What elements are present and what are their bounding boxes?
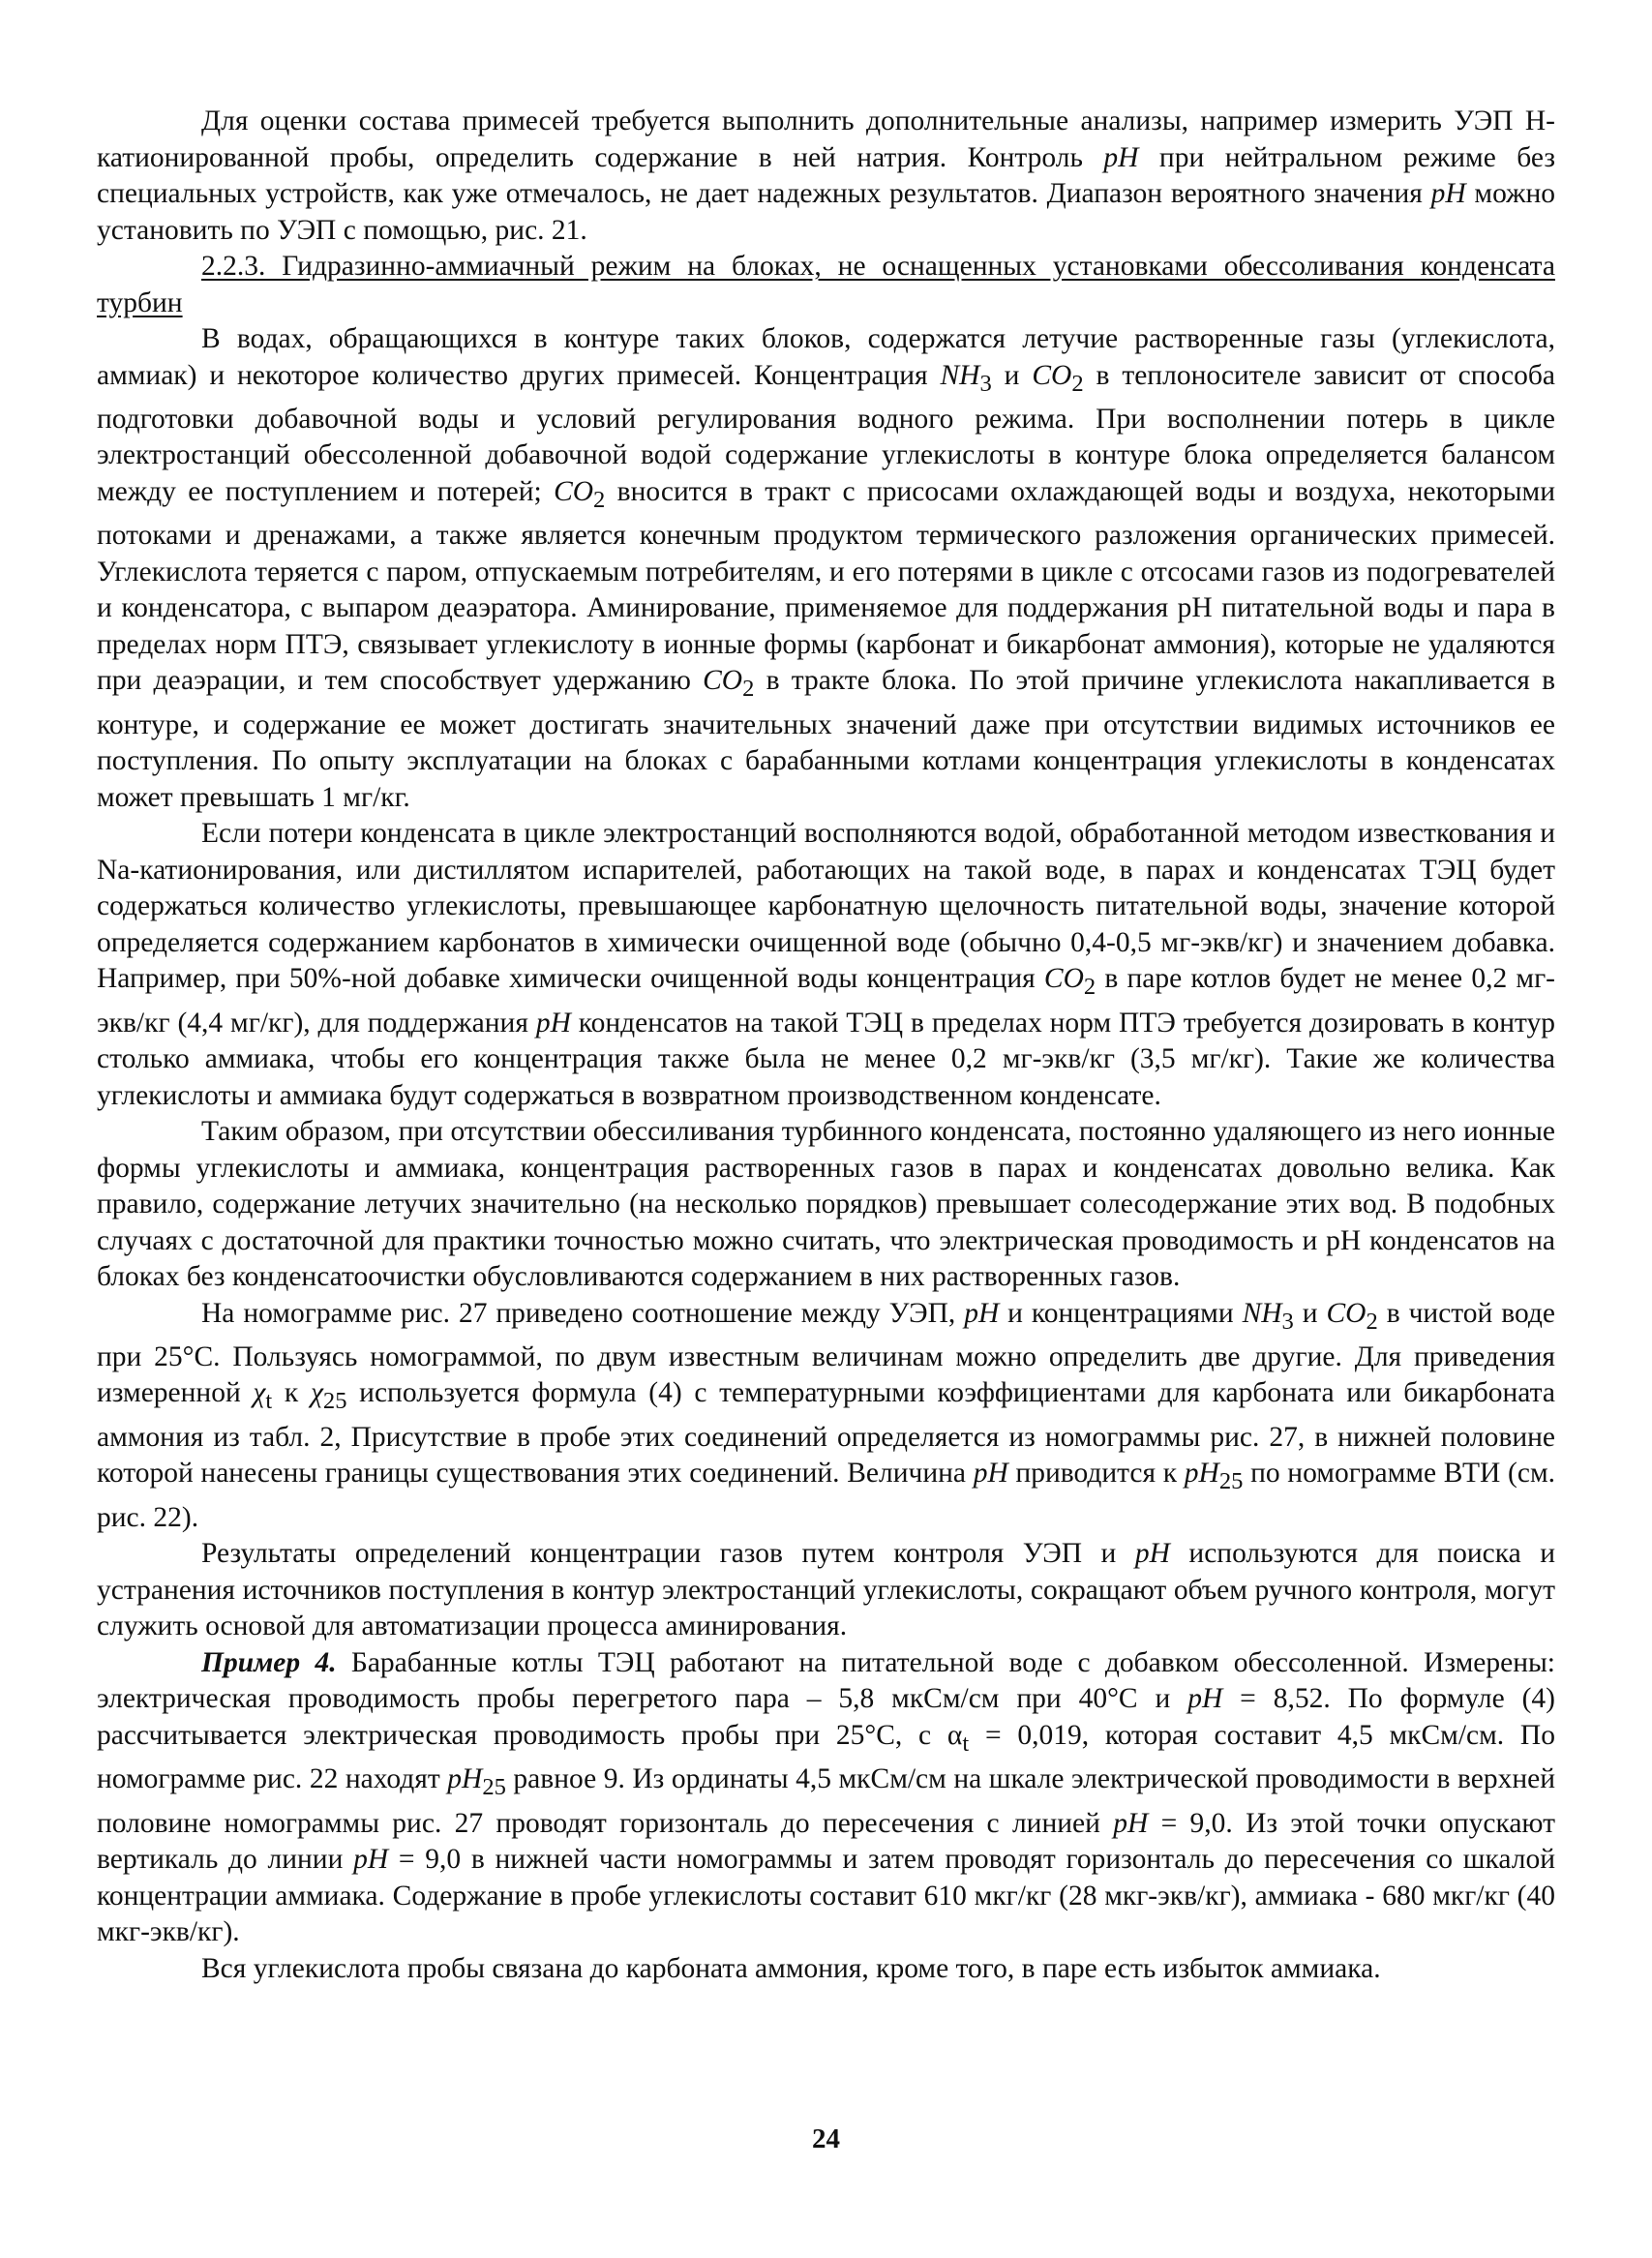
section-heading: 2.2.3. Гидразинно-аммиачный режим на блоках, не оснащенных установками обессоливания конденсата турбин (97, 251, 1555, 318)
paragraph-volatile-gases: В водах, обращающихся в контуре таких блоков, содержатся летучие растворенные газы (углекислота, аммиак) и некоторое количество других примесей. Концентрация $NH_3$ и $CO_2$ в теплоносителе зависит от способа подготовки добавочной воды и условий регулирования водного режима. При восполнении потерь в цикле электростанций обессоленной добавочной водой содержание углекислоты в контуре блока определяется балансом между ее поступлением и потерей; $CO_2$ вносится в тракт с присосами охлаждающей воды и воздуха, некоторыми потоками и дренажами, а также является конечным продуктом термического разложения органических примесей. Углекислота теряется с паром, отпускаемым потребителям, и его потерями в цикле с отсосами газов из подогревателей и конденсатора, с выпаром деаэратора. Аминирование, применяемое для поддержания pH питательной воды и пара в пределах норм ПТЭ, связывает углекислоту в ионные формы (карбонат и бикарбонат аммония), которые не удаляются при деаэрации, и тем способствует удержанию $CO_2$ в тракте блока. По этой причине углекислота накапливается в контуре, и содержание ее может достигать значительных значений даже при отсутствии видимых источников ее поступления. По опыту эксплуатации на блоках с барабанными котлами концентрация углекислоты в конденсатах может превышать 1 мг/кг. (97, 323, 1555, 813)
page-number: 24 (812, 2123, 840, 2154)
paragraph-ion-analysis: Для оценки состава примесей требуется выполнить дополнительные анализы, например измерить УЭП Н-катионированной пробы, определить содержание в ней натрия. Контроль pH при нейтральном режиме без специальных устройств, как уже отмечалось, не дает надежных результатов. Диапазон вероятного значения pH можно установить по УЭП с помощью, рис. 21. (97, 105, 1556, 246)
paragraph-results: Результаты определений концентрации газов путем контроля УЭП и pH используются для поиска и устранения источников поступления в контур электростанций углекислоты, сокращают объем ручного контроля, могут служить основой для автоматизации процесса аминирования. (97, 1538, 1555, 1642)
paragraph-conclusion: Вся углекислота пробы связана до карбоната аммония, кроме того, в паре есть избыток аммиака. (201, 1952, 1381, 1984)
paragraph-nomogram: На номограмме рис. 27 приведено соотношение между УЭП, pH и концентрациями $NH_3$ и $CO_2$ в чистой воде при 25°С. Пользуясь номограммой, по двум известным величинам можно определить две другие. Для приведения измеренной $\chi_t$ к $\chi_{25}$ используется формула (4) с температурными коэффициентами для карбоната или бикарбоната аммония из табл. 2, Присутствие в пробе этих соединений определяется из номограммы рис. 27, в нижней половине которой нанесены границы существования этих соединений. Величина pH приводится к $pH_{25}$ по номограмме ВТИ (см. рис. 22). (97, 1297, 1556, 1533)
example-label: Пример 4. (201, 1646, 337, 1678)
paragraph-condensate-losses: Если потери конденсата в цикле электростанций восполняются водой, обработанной методом известкования и Na-катионирования, или дистиллятом испарителей, работающих на такой воде, в парах и конденсатах ТЭЦ будет содержаться количество углекислоты, превышающее карбонатную щелочность питательной воды, значение которой определяется содержанием карбонатов в химически очищенной воде (обычно 0,4-0,5 мг-экв/кг) и значением добавка. Например, при 50%-ной добавке химически очищенной воды концентрация $CO_2$ в паре котлов будет не менее 0,2 мг-экв/кг (4,4 мг/кг), для поддержания pH конденсатов на такой ТЭЦ в пределах норм ПТЭ требуется дозировать в контур столько аммиака, чтобы его концентрация также была не менее 0,2 мг-экв/кг (3,5 мг/кг). Такие же количества углекислоты и аммиака будут содержаться в возвратном производственном конденсате. (97, 818, 1555, 1111)
paragraph-example-4: Пример 4. Барабанные котлы ТЭЦ работают на питательной воде с добавком обессоленной. Измерены: электрическая проводимость пробы перегретого пара – 5,8 мкСм/см при 40°С и pH = 8,52. По формуле (4) рассчитывается электрическая проводимость пробы при 25°С, с $\alpha_t = 0,019$, которая составит 4,5 мкСм/см. По номограмме рис. 22 находят $pH_{25}$ равное 9. Из ординаты 4,5 мкСм/см на шкале электрической проводимости в верхней половине номограммы рис. 27 проводят горизонталь до пересечения с линией pH = 9,0. Из этой точки опускают вертикаль до линии pH = 9,0 в нижней части номограммы и затем проводят горизонталь до пересечения со шкалой концентрации аммиака. Содержание в пробе углекислоты составит 610 мкг/кг (28 мкг-экв/кг), аммиака - 680 мкг/кг (40 мкг-экв/кг). (97, 1646, 1556, 1948)
paragraph-dissolved-gases: Таким образом, при отсутствии обессиливания турбинного конденсата, постоянно удаляющего из него ионные формы углекислоты и аммиака, концентрация растворенных газов в парах и конденсатах довольно велика. Как правило, содержание летучих значительно (на несколько порядков) превышает солесодержание этих вод. В подобных случаях с достаточной для практики точностью можно считать, что электрическая проводимость и pH конденсатов на блоках без конденсатоочистки обусловливаются содержанием в них растворенных газов. (97, 1116, 1555, 1293)
